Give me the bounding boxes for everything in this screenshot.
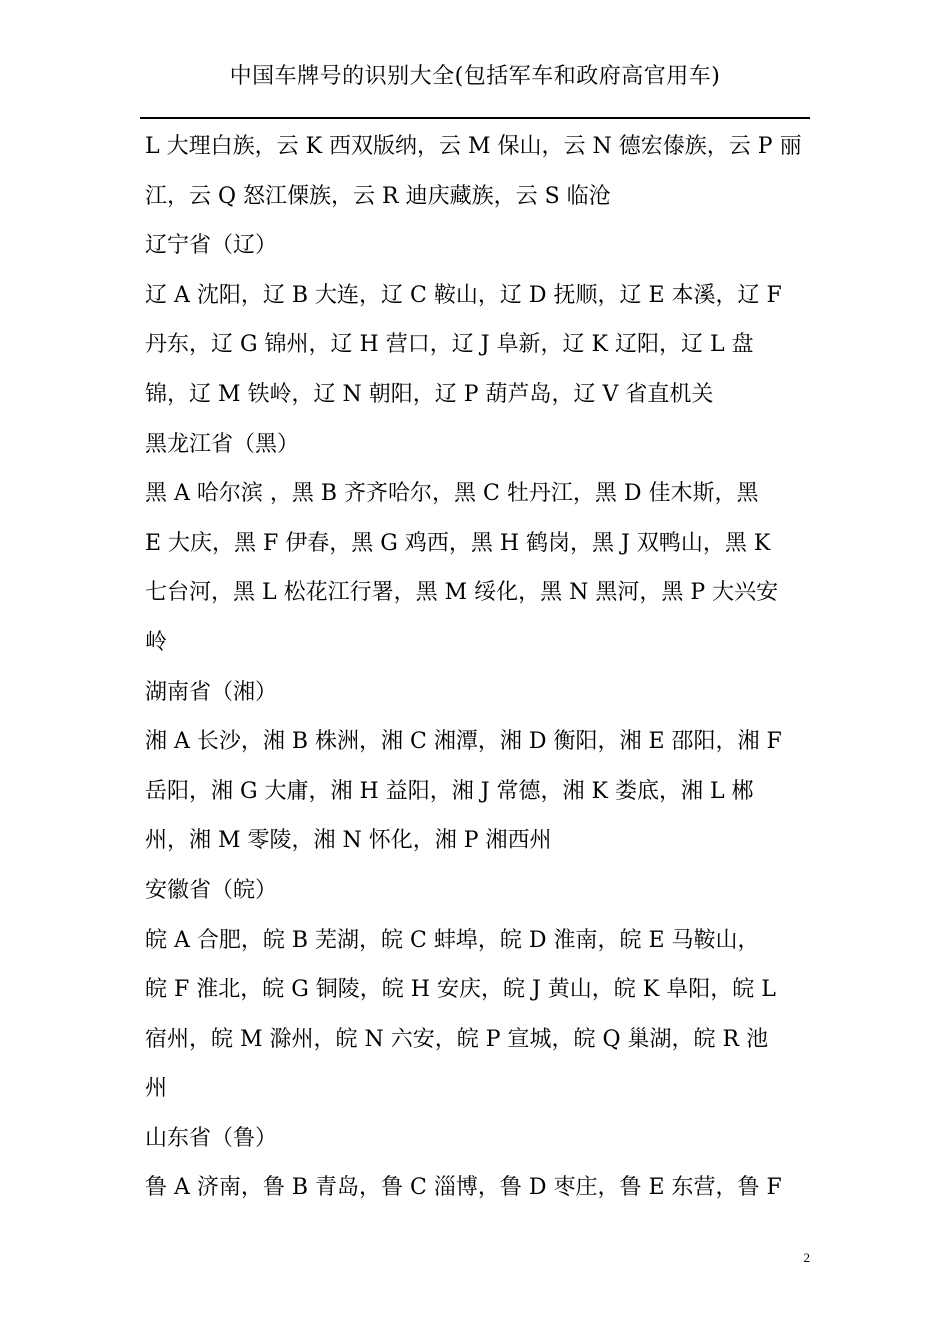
document-body (145, 122, 810, 1213)
section-heading-hunan: 湖南省（湘） (145, 679, 278, 705)
text-line: 湘 A 长沙，湘 B 株洲，湘 C 湘潭，湘 D 衡阳，湘 E 邵阳，湘 F (145, 729, 782, 755)
section-heading-shandong: 山东省（鲁） (145, 1125, 278, 1151)
text-line: 皖 A 合肥，皖 B 芜湖，皖 C 蚌埠，皖 D 淮南，皖 E 马鞍山， (145, 927, 760, 953)
text-line: 州 (145, 1076, 168, 1102)
text-line: 锦，辽 M 铁岭，辽 N 朝阳，辽 P 葫芦岛，辽 V 省直机关 (145, 381, 714, 407)
text-line: L 大理白族，云 K 西双版纳，云 M 保山，云 N 德宏傣族，云 P 丽 (145, 134, 802, 159)
text-line: 丹东，辽 G 锦州，辽 H 营口，辽 J 阜新，辽 K 辽阳，辽 L 盘 (145, 332, 754, 358)
text-line: 黑 A 哈尔滨 ，黑 B 齐齐哈尔，黑 C 牡丹江，黑 D 佳木斯，黑 (145, 481, 759, 507)
text-line: E 大庆，黑 F 伊春，黑 G 鸡西，黑 H 鹤岗，黑 J 双鸭山，黑 K (145, 530, 771, 556)
section-heading-heilongjiang: 黑龙江省（黑） (145, 431, 300, 457)
section-heading-anhui: 安徽省（皖） (145, 877, 278, 903)
page-header-title: 中国车牌号的识别大全(包括军车和政府高官用车) (229, 64, 721, 89)
text-line: 宿州，皖 M 滁州，皖 N 六安，皖 P 宣城，皖 Q 巢湖，皖 R 池 (145, 1026, 769, 1052)
text-line: 七台河，黑 L 松花江行署，黑 M 绥化，黑 N 黑河，黑 P 大兴安 (145, 580, 779, 606)
text-line: 皖 F 淮北，皖 G 铜陵，皖 H 安庆，皖 J 黄山，皖 K 阜阳，皖 L (145, 977, 776, 1003)
text-line: 岭 (145, 629, 168, 655)
page-number: 2 (803, 1250, 810, 1265)
text-line: 鲁 A 济南，鲁 B 青岛，鲁 C 淄博，鲁 D 枣庄，鲁 E 东营，鲁 F (145, 1175, 782, 1201)
header-divider (140, 117, 810, 119)
text-line: 江，云 Q 怒江傈族，云 R 迪庆藏族，云 S 临沧 (145, 183, 611, 209)
text-line: 辽 A 沈阳，辽 B 大连，辽 C 鞍山，辽 D 抚顺，辽 E 本溪，辽 F (145, 282, 782, 308)
section-heading-liaoning: 辽宁省（辽） (145, 233, 278, 259)
text-line: 岳阳，湘 G 大庸，湘 H 益阳，湘 J 常德，湘 K 娄底，湘 L 郴 (145, 778, 754, 804)
text-line: 州，湘 M 零陵，湘 N 怀化，湘 P 湘西州 (145, 828, 552, 854)
